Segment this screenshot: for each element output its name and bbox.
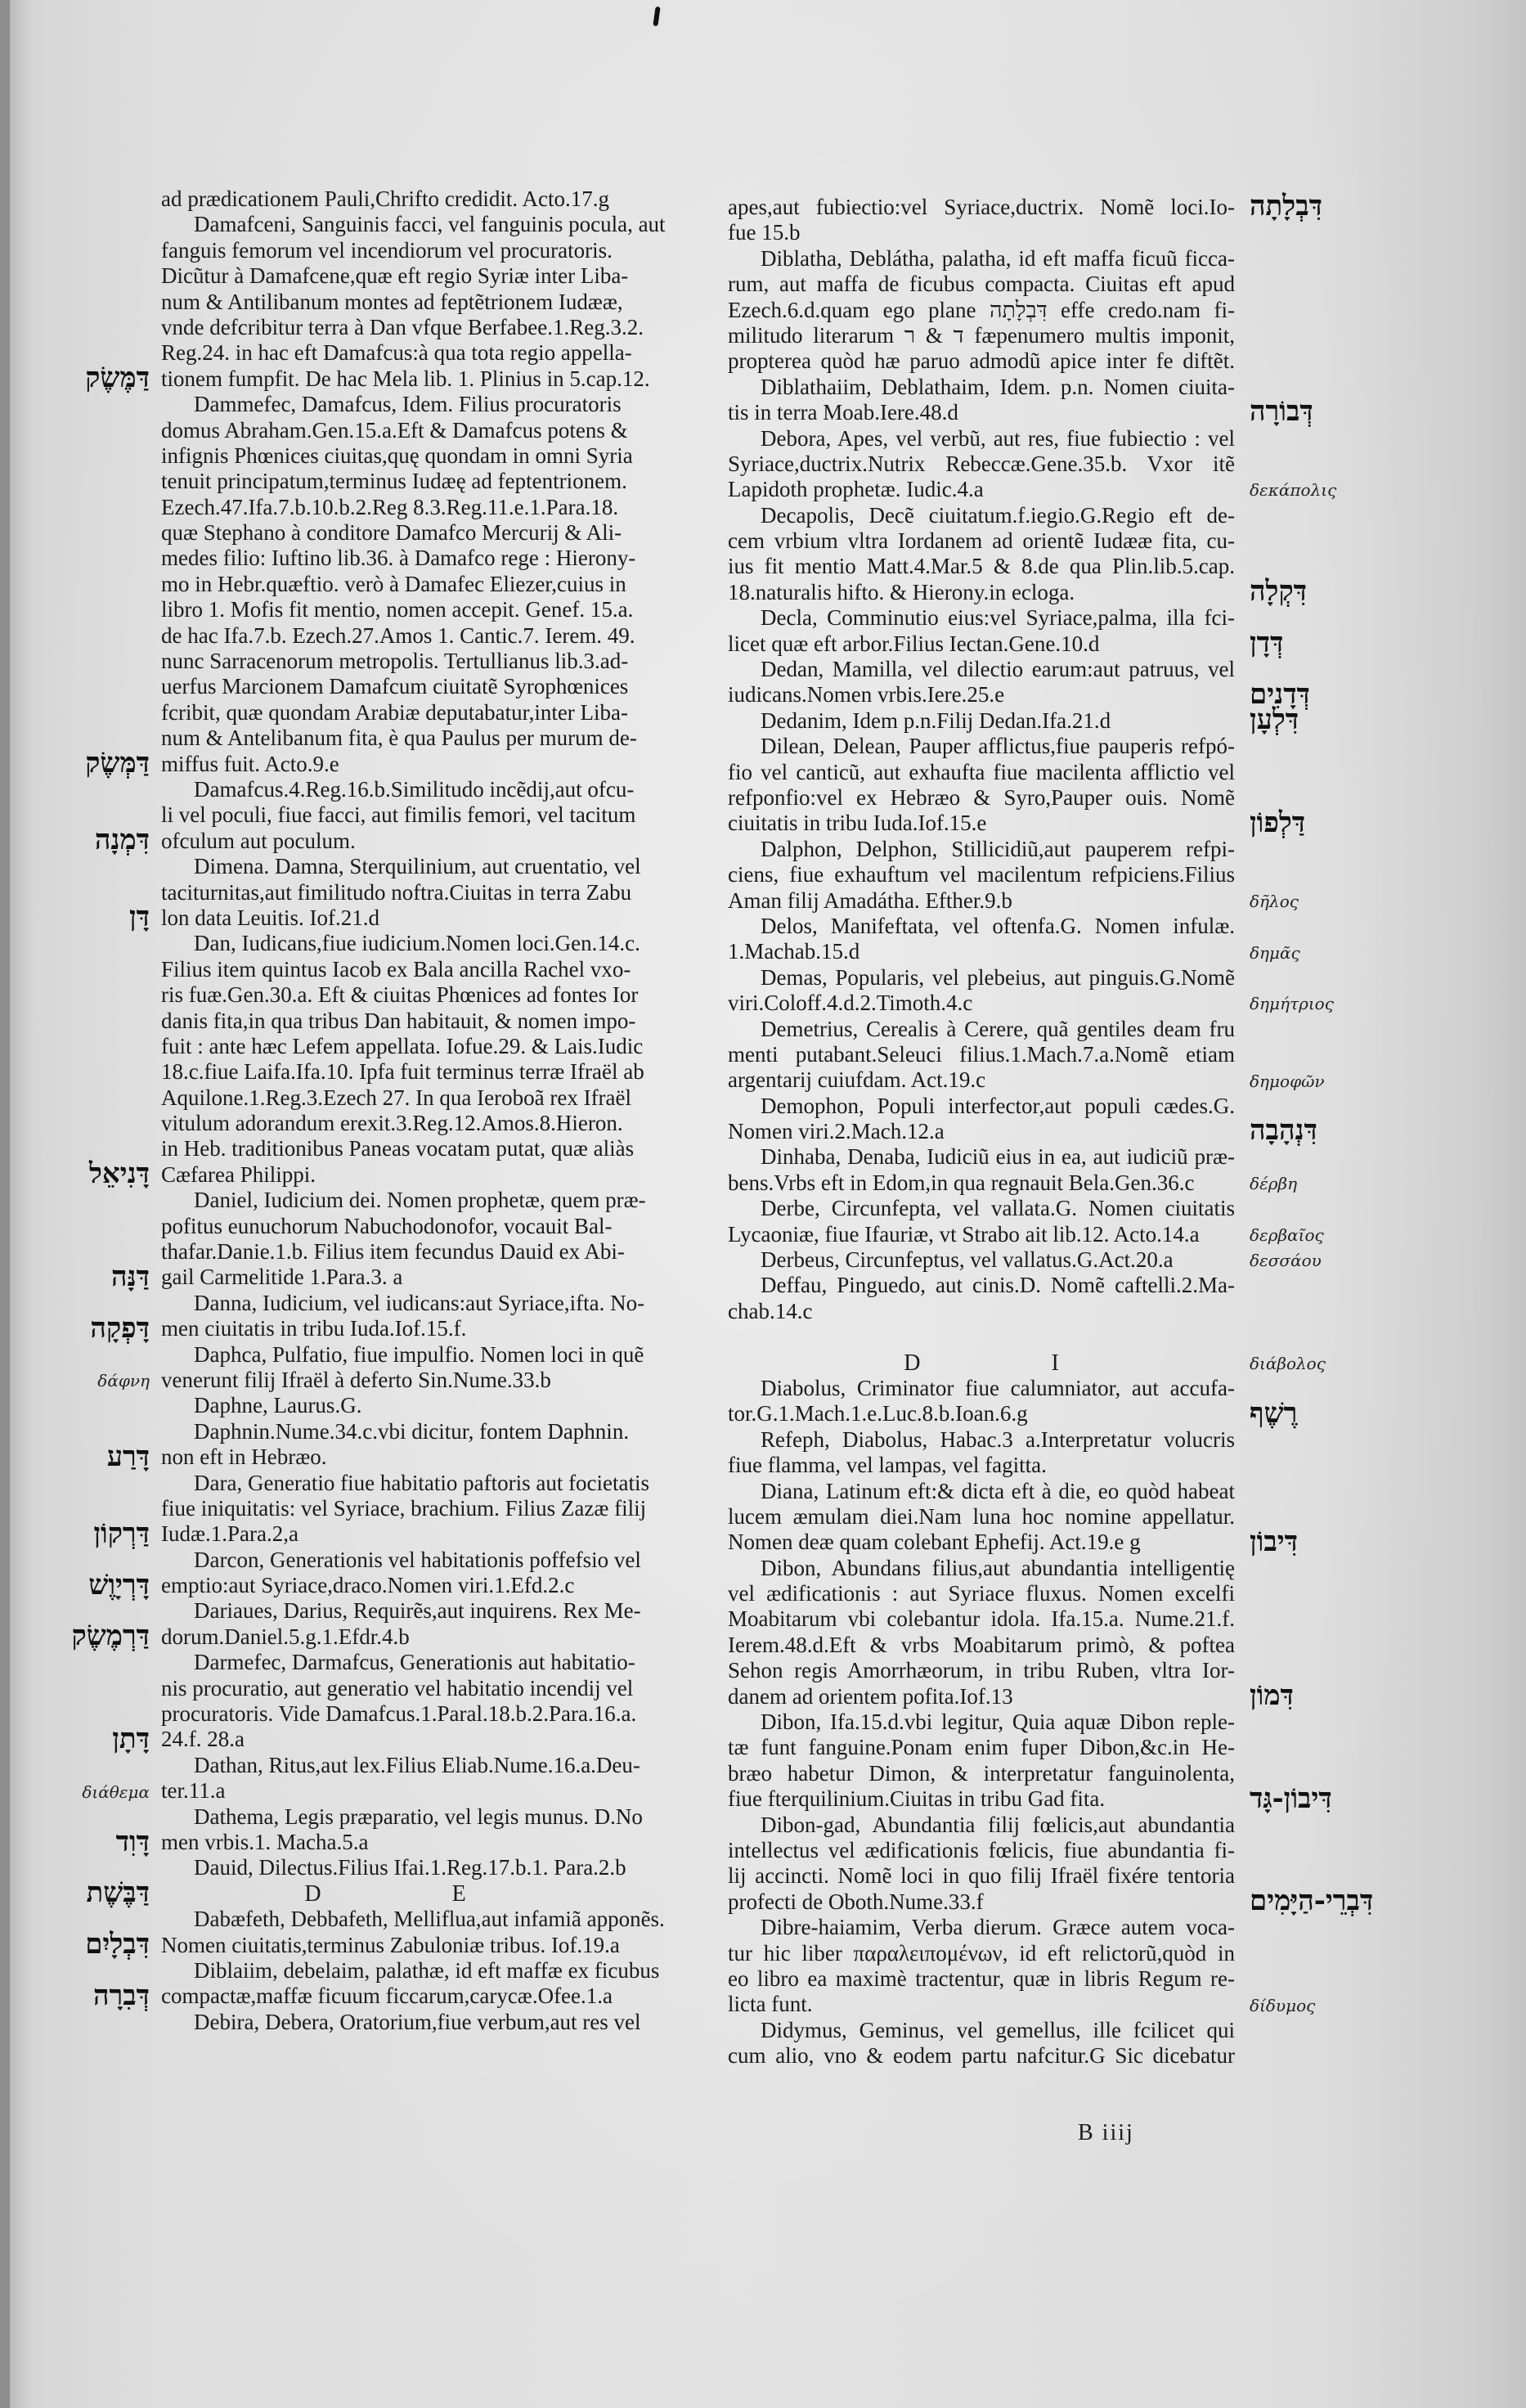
entry-text-line: vnde defcribitur terra à Dan vfque Berfabee.1.Reg.3.2. <box>161 314 644 339</box>
entry-headword-line: Damafceni, Sanguinis facci, vel fanguinis pocula, aut <box>194 212 666 237</box>
hebrew-margin-label: דַּמְּשֶׂק <box>85 746 150 779</box>
entry-headword-line: Daphne, Laurus.G. <box>194 1393 362 1418</box>
entry-headword-line: Decapolis, Decẽ ciuitatum.f.iegio.G.Regio eft de- <box>761 502 1235 528</box>
entry-text-line: tis in terra Moab.Iere.48.d <box>728 400 958 425</box>
entry-text-line: uerfus Marcionem Damafcum ciuitatẽ Syrophœnices <box>161 674 629 699</box>
entry-text-line: propterea quòd hæ paruo admodũ apice inter fe diftẽt. <box>728 348 1235 374</box>
entry-headword-line: Dathan, Ritus,aut lex.Filius Eliab.Nume.16.a.Deu- <box>194 1752 640 1777</box>
entry-headword-line: Diblatha, Deblátha, palatha, id eft maffa ficuũ ficca- <box>761 245 1235 271</box>
greek-margin-label: διάθεμα <box>82 1781 150 1802</box>
page-gutter-shadow <box>0 0 10 2408</box>
entry-text-line: danis fita,in qua tribus Dan habitauit, & nomen impo- <box>161 1008 636 1033</box>
section-letter: D <box>304 1880 321 1907</box>
greek-margin-label: δημοφῶν <box>1250 1071 1325 1091</box>
entry-headword-line: Dedan, Mamilla, vel dilectio earum:aut patruus, vel <box>761 657 1235 682</box>
greek-margin-label: δέρβη <box>1250 1174 1298 1194</box>
entry-headword-line: Daphca, Pulfatio, fiue impulfio. Nomen loci in quẽ <box>194 1341 644 1367</box>
section-letter: I <box>1051 1350 1059 1376</box>
entry-text-line: fcribit, quæ quondam Arabiæ deputabatur,inter Liba- <box>161 699 629 725</box>
entry-text-line: bræo habetur Dimon, & interpretatur fanguinolenta, <box>728 1760 1235 1786</box>
greek-margin-label: δημήτριος <box>1250 994 1334 1014</box>
signature-mark: B iiij <box>1078 2120 1134 2145</box>
entry-headword-line: Dammefec, Damafcus, Idem. Filius procuratoris <box>194 392 622 417</box>
entry-text-line: mo in Hebr.quæftio. verò à Damafec Eliezer,cuius in <box>161 571 626 596</box>
entry-headword-line: Dan, Iudicans,fiue iudicium.Nomen loci.Gen.14.c. <box>194 931 640 956</box>
entry-text-line: fiue iniquitatis: vel Syriace, brachium. Filius Zazæ filij <box>161 1495 647 1521</box>
entry-headword-line: Dinhaba, Denaba, Iudiciũ eius in ea, aut iudiciũ præ- <box>761 1144 1235 1170</box>
greek-margin-label: δίδυμος <box>1250 1996 1316 2015</box>
entry-text-line: refponfio:vel ex Hebræo & Syro,Pauper ouis. Nomẽ <box>728 784 1235 810</box>
entry-headword-line: Dara, Generatio fiue habitatio paftoris aut focietatis <box>194 1470 650 1495</box>
entry-text-line: Ezech.6.d.quam ego plane דִּבְלָתָה effe credo.nam fi- <box>728 297 1236 322</box>
entry-text-line: danem ad orientem pofita.Iof.13 <box>728 1683 1013 1709</box>
greek-margin-label: δῆλος <box>1250 891 1299 911</box>
greek-margin-label: διάβολος <box>1250 1354 1326 1373</box>
hebrew-margin-label: דִּלְעָן <box>1250 703 1299 736</box>
entry-headword-line: Debora, Apes, vel verbũ, aut res, fiue fubiectio : vel <box>761 425 1235 451</box>
entry-text-line: de hac Ifa.7.b. Ezech.27.Amos 1. Cantic.7. Ierem. 49. <box>161 622 635 648</box>
entry-text-line: fuit : ante hæc Lefem appellata. Iofue.29. & Lais.Iudic <box>161 1033 644 1058</box>
hebrew-margin-label: דְּדָן <box>1250 626 1284 659</box>
hebrew-margin-label: דַּלְפוֹן <box>1250 806 1306 839</box>
entry-text-line: Dicũtur à Damafcene,quæ eft regio Syriæ inter Liba- <box>161 263 629 289</box>
left-column <box>161 186 666 2035</box>
entry-headword-line: Dariaues, Darius, Requirẽs,aut inquirens. Rex Me- <box>194 1598 641 1624</box>
hebrew-margin-label: דַּמֶּשֶׂק <box>85 361 150 394</box>
hebrew-margin-label: דִּקְלָה <box>1250 575 1308 608</box>
entry-text-line: licta funt. <box>728 1992 813 2017</box>
entry-headword-line: Demas, Popularis, vel plebeius, aut pinguis.G.Nomẽ <box>761 964 1235 990</box>
entry-text-line: ius fit mentio Matt.4.Mar.5 & 8.de qua Plin.lib.5.cap. <box>728 554 1235 579</box>
entry-text-line: miffus fuit. Acto.9.e <box>161 751 339 776</box>
hebrew-margin-label: דַּנָּה <box>111 1260 150 1293</box>
entry-text-line: emptio:aut Syriace,draco.Nomen viri.1.Efd.2.c <box>161 1573 575 1598</box>
entry-headword-line: Demophon, Populi interfector,aut populi cædes.G. <box>761 1093 1235 1118</box>
entry-text-line: men vrbis.1. Macha.5.a <box>161 1830 369 1854</box>
hebrew-margin-label: רֶשֶׁף <box>1250 1396 1298 1430</box>
entry-text-line: iudicans.Nomen vrbis.Iere.25.e <box>728 682 1005 708</box>
entry-text-line: vitulum adorandum erexit.3.Reg.12.Amos.8.Hieron. <box>161 1111 623 1136</box>
entry-text-line: dorum.Daniel.5.g.1.Efdr.4.b <box>161 1624 410 1649</box>
entry-headword-line: Dalphon, Delphon, Stillicidiũ,aut pauperem refpi- <box>761 836 1235 861</box>
entry-headword-line: Dimena. Damna, Sterquilinium, aut cruentatio, vel <box>194 854 641 879</box>
entry-text-line: lij accincti. Nomẽ loci in quo filij Ifraël fixére tentoria <box>728 1863 1235 1889</box>
entry-text-line: num & Antilibanum montes ad feptẽtrionem Iudææ, <box>161 289 623 314</box>
hebrew-margin-label: דָּרַע <box>106 1440 150 1473</box>
entry-text-line: fiue flamma, vel lampas, vel fagitta. <box>728 1453 1047 1478</box>
entry-text-line: ofculum aut poculum. <box>161 828 356 853</box>
hebrew-margin-label: דִּבְרֵי-הַיָּמִים <box>1250 1885 1374 1918</box>
entry-text-line: 24.f. 28.a <box>161 1727 245 1752</box>
entry-text-line: Syriace,ductrix.Nutrix Rebeccæ.Gene.35.b. Vxor itẽ <box>728 451 1235 476</box>
hebrew-margin-label: דָּתָן <box>112 1723 150 1755</box>
entry-text-line: quæ Stephano à conditore Damafco Mercurij & Ali- <box>161 520 622 546</box>
entry-text-line: licet quæ eft arbor.Filius Iectan.Gene.10.d <box>728 631 1100 656</box>
entry-text-line: Lapidoth prophetæ. Iudic.4.a <box>728 477 984 502</box>
entry-text-line: 18.naturalis hifto. & Hierony.in ecloga. <box>728 579 1075 604</box>
hebrew-margin-label: דָּנִיאֵל <box>88 1157 150 1191</box>
greek-margin-label: δεκάπολις <box>1250 480 1337 501</box>
right-column <box>728 195 1235 2069</box>
section-letter: E <box>451 1880 466 1907</box>
entry-text-line: Ezech.47.Ifa.7.b.10.b.2.Reg 8.3.Reg.11.e.1.Para.18. <box>161 494 619 519</box>
entry-headword-line: Derbeus, Circunfeptus, vel vallatus.G.Act.20.a <box>761 1247 1174 1273</box>
entry-text-line: menti putabant.Seleuci filius.1.Mach.7.a.Nomẽ etiam <box>728 1041 1235 1067</box>
entry-text-line: infignis Phœnices ciuitas,quę quondam in omni Syria <box>161 443 633 468</box>
entry-text-line: 18.c.fiue Laifa.Ifa.10. Ipfa fuit terminus terræ Ifraël ab <box>161 1059 644 1085</box>
entry-text-line: nunc Sarracenorum metropolis. Tertullianus lib.3.ad- <box>161 649 629 674</box>
entry-headword-line: Dabæfeth, Debbafeth, Melliflua,aut infamiã apponẽs. <box>194 1907 665 1932</box>
entry-text-line: ciens, fiue exhauftum vel macilentum refpiciens.Filius <box>728 862 1235 887</box>
entry-text-line: militudo literarum ד & ר fæpenumero multis imponit, <box>728 322 1236 348</box>
entry-headword-line: Demetrius, Cerealis à Cerere, quã gentiles deam fru <box>761 1016 1235 1041</box>
greek-margin-label: δεσσάου <box>1250 1251 1322 1271</box>
entry-headword-line: Diana, Latinum eft:& dicta eft à die, eo quòd habeat <box>761 1478 1235 1503</box>
entry-headword-line: Dedanim, Idem p.n.Filij Dedan.Ifa.21.d <box>761 708 1111 733</box>
entry-text-line: gail Carmelitide 1.Para.3. a <box>161 1265 403 1290</box>
entry-text-line: Sehon regis Amorrhæorum, in tribu Ruben, vltra Ior- <box>728 1658 1235 1683</box>
entry-text-line: ciuitatis in tribu Iuda.Iof.15.e <box>728 811 987 836</box>
entry-text-line: nis procuratio, aut generatio vel habitatio incendij vel <box>161 1675 634 1700</box>
entry-headword-line: Diblathaiim, Deblathaim, Idem. p.n. Nomen ciuita- <box>761 374 1235 399</box>
entry-text-line: tæ funt fanguine.Ponam enim fuper Dibon,&c.in He- <box>728 1735 1235 1760</box>
hebrew-margin-label: דִּבְלָתָה <box>1250 190 1322 222</box>
entry-text-line: Filius item quintus Iacob ex Bala ancilla Rachel vxo- <box>161 956 631 982</box>
entry-text-line: non eft in Hebræo. <box>161 1444 327 1470</box>
entry-text-line: profecti de Oboth.Nume.33.f <box>728 1889 984 1914</box>
entry-text-line: Nomen deæ quam colebant Ephefij. Act.19.e g <box>728 1530 1141 1555</box>
greek-margin-label: δάφνη <box>97 1371 150 1391</box>
entry-text-line: Nomen ciuitatis,terminus Zabuloniæ tribus. Iof.19.a <box>161 1932 620 1957</box>
entry-text-line: tor.G.1.Mach.1.e.Luc.8.b.Ioan.6.g <box>728 1401 1028 1426</box>
entry-text-line: venerunt filij Ifraël à deferto Sin.Nume.33.b <box>161 1367 551 1392</box>
entry-text-line: fiue fterquilinium.Ciuitas in tribu Gad fita. <box>728 1786 1106 1812</box>
entry-text-line: tionem fumpfit. De hac Mela lib. 1. Plinius in 5.cap.12. <box>161 366 650 391</box>
entry-text-line: bens.Vrbs eft in Edom,in qua regnauit Bela.Gen.36.c <box>728 1170 1195 1195</box>
entry-text-line: Aman filij Amadátha. Efther.9.b <box>728 887 1012 913</box>
entry-text-line: taciturnitas,aut fimilitudo noftra.Ciuitas in terra Zabu <box>161 879 632 905</box>
entry-text-line: Lycaoniæ, fiue Ifauriæ, vt Strabo ait lib.12. Acto.14.a <box>728 1221 1200 1247</box>
greek-margin-label: δερβαῖος <box>1250 1225 1324 1245</box>
entry-text-line: li vel poculi, fiue facci, aut fimilis femori, vel tacitum <box>161 802 636 828</box>
entry-headword-line: Dibon, Abundans filius,aut abundantia intelligentię <box>761 1555 1235 1580</box>
entry-text-line: apes,aut fubiectio:vel Syriace,ductrix. Nomẽ loci.Io- <box>728 195 1235 219</box>
section-letter: D <box>904 1350 921 1376</box>
entry-headword-line: Dilean, Delean, Pauper afflictus,fiue pauperis refpó- <box>761 734 1235 759</box>
entry-headword-line: Dauid, Dilectus.Filius Ifai.1.Reg.17.b.1. Para.2.b <box>194 1855 626 1880</box>
hebrew-margin-label: דַּבֶּשֶׁת <box>86 1876 150 1910</box>
hebrew-margin-label: דַּרְקוֹן <box>93 1516 150 1550</box>
entry-text-line: domus Abraham.Gen.15.a.Eft & Damafcus potens & <box>161 417 628 443</box>
entry-headword-line: Dathema, Legis præparatio, vel legis munus. D.No <box>194 1804 643 1829</box>
blank-line <box>728 1324 1235 1350</box>
entry-text-line: fio vel canticũ, aut exhaufta fiue macilenta afflictio vel <box>728 759 1235 784</box>
entry-text-line: libro 1. Mofis fit mentio, nomen accepit. Genef. 15.a. <box>161 597 634 622</box>
entry-headword-line: Decla, Comminutio eius:vel Syriace,palma, illa fci- <box>761 605 1235 631</box>
hebrew-margin-label: דָּפְקָה <box>90 1311 150 1345</box>
greek-margin-label: δημᾶς <box>1250 942 1300 963</box>
hebrew-margin-label: דִּנְהָבָה <box>1250 1114 1317 1148</box>
section-heading <box>161 1881 609 1907</box>
entry-text-line: cem vrbium vltra Iordanem ad orientẽ Iudææ fita, cu- <box>728 528 1235 554</box>
entry-text-line: Ierem.48.d.Eft & vrbs Moabitarum primò, & poftea <box>728 1632 1235 1657</box>
entry-text-line: Cæfarea Philippi. <box>161 1161 316 1187</box>
entry-text-line: thafar.Danie.1.b. Filius item fecundus Dauid ex Abi- <box>161 1239 625 1265</box>
entry-headword-line: Diabolus, Criminator fiue calumniator, aut accufa- <box>761 1375 1235 1400</box>
entry-text-line: procuratoris. Vide Damafcus.1.Paral.18.b.2.Para.16.a. <box>161 1701 637 1727</box>
hebrew-margin-label: דָּן <box>128 901 150 934</box>
entry-text-line: Iudæ.1.Para.2,a <box>161 1521 298 1547</box>
entry-text-line: vel ædificationis : aut Syriace fluxus. Nomen excelfi <box>728 1581 1235 1606</box>
entry-headword-line: Darcon, Generationis vel habitationis poffefsio vel <box>194 1547 641 1572</box>
hebrew-margin-label: דִּיבוֹן-גָּד <box>1250 1781 1332 1815</box>
entry-text-line: Aquilone.1.Reg.3.Ezech 27. In qua Ieroboã rex Ifraël <box>161 1085 632 1110</box>
entry-text-line: pofitus eunuchorum Nabuchodonofor, vocauit Bal- <box>161 1213 613 1238</box>
entry-text-line: ris fuæ.Gen.30.a. Eft & ciuitas Phœnices ad fontes Ior <box>161 982 639 1008</box>
hebrew-margin-label: דַּרְמֶשֶׂק <box>71 1620 150 1653</box>
entry-headword-line: Dibon, Ifa.15.d.vbi legitur, Quia aquæ Dibon reple- <box>761 1709 1235 1735</box>
entry-text-line: Nomen viri.2.Mach.12.a <box>728 1119 945 1144</box>
entry-headword-line: Damafcus.4.Reg.16.b.Similitudo incẽdij,aut ofcu- <box>194 776 635 802</box>
entry-text-line: 1.Machab.15.d <box>728 939 860 964</box>
ink-blot <box>653 7 660 27</box>
entry-text-line: medes filio: Iuftino lib.36. à Damafco rege : Hierony- <box>161 546 636 571</box>
entry-text-line: Moabitarum vbi colebantur idola. Ifa.15.a. Nume.21.f. <box>728 1606 1235 1632</box>
entry-headword-line: Derbe, Circunfepta, vel vallata.G. Nomen ciuitatis <box>761 1196 1235 1221</box>
entry-text-line: viri.Coloff.4.d.2.Timoth.4.c <box>728 991 973 1016</box>
entry-text-line: cum alio, vno & eodem partu nafcitur.G Sic dicebatur <box>728 2043 1235 2069</box>
entry-headword-line: Delos, Manifeftata, vel oftenfa.G. Nomen infulæ. <box>761 913 1235 938</box>
entry-headword-line: Diblaiim, debelaim, palathæ, id eft maffæ ex ficubus <box>194 1957 660 1983</box>
entry-text-line: lon data Leuitis. Iof.21.d <box>161 905 379 930</box>
entry-text-line: tenuit principatum,terminus Iudæę ad feptentrionem. <box>161 469 627 494</box>
entry-text-line: men ciuitatis in tribu Iuda.Iof.15.f. <box>161 1316 467 1341</box>
entry-text-line: ter.11.a <box>161 1778 226 1804</box>
hebrew-margin-label: דָּרְיָוֶשׁ <box>88 1568 150 1602</box>
entry-text-line: ad prædicationem Pauli,Chrifto credidit. Acto.17.g <box>161 186 609 211</box>
entry-text-line: tur hic liber παραλειπομένων, id eft relictorũ,quòd in <box>728 1940 1235 1965</box>
entry-headword-line: Didymus, Geminus, vel gemellus, ille fcilicet qui <box>761 2017 1235 2042</box>
entry-headword-line: Deffau, Pinguedo, aut cinis.D. Nomẽ caftelli.2.Ma- <box>761 1273 1235 1298</box>
entry-text-line: rum, aut maffa de ficubus compacta. Ciuitas eft apud <box>728 272 1235 297</box>
hebrew-margin-label: דִּמוֹן <box>1250 1679 1294 1713</box>
entry-text-line: chab.14.c <box>728 1298 813 1323</box>
entry-text-line: argentarij cuiufdam. Act.19.c <box>728 1067 986 1093</box>
hebrew-margin-label: דִּבְלָיִם <box>85 1928 150 1961</box>
hebrew-margin-label: דִּיבוֹן <box>1250 1525 1299 1558</box>
entry-headword-line: Dibre-haiamim, Verba dierum. Græce autem voca- <box>761 1915 1235 1940</box>
entry-text-line: fue 15.b <box>728 220 801 245</box>
hebrew-margin-label: דָּוִד <box>115 1825 150 1858</box>
entry-headword-line: Daphnin.Nume.34.c.vbi dicitur, fontem Daphnin. <box>194 1418 630 1444</box>
hebrew-margin-label: דְּדָנִים <box>1250 677 1310 711</box>
entry-headword-line: Refeph, Diabolus, Habac.3 a.Interpretatur volucris <box>761 1426 1235 1452</box>
entry-text-line: intellectus vel ædificationis fœlicis, fiue abundantia fi- <box>728 1838 1235 1862</box>
entry-headword-line: Dibon-gad, Abundantia filij fœlicis,aut abundantia <box>761 1812 1235 1837</box>
entry-text-line: in Heb. traditionibus Paneas vocatam putat, quæ aliàs <box>161 1136 635 1161</box>
entry-text-line: fanguis femorum vel incendiorum vel procuratoris. <box>161 237 613 263</box>
entry-text-line: compactæ,maffæ ficuum ficcarum,carycæ.Ofee.1.a <box>161 1983 613 2009</box>
entry-headword-line: Daniel, Iudicium dei. Nomen prophetæ, quem præ- <box>194 1188 646 1213</box>
hebrew-margin-label: דִּמְנָה <box>94 824 150 856</box>
entry-text-line: num & Antelibanum fita, è qua Paulus per murum de- <box>161 726 637 751</box>
hebrew-margin-label: דְּבִרָה <box>93 1979 150 2012</box>
entry-text-line: eo libro ea maximè tractentur, quæ in libris Regum re- <box>728 1965 1235 1991</box>
entry-headword-line: Darmefec, Darmafcus, Generationis aut habitatio- <box>194 1650 635 1675</box>
entry-text-line: Reg.24. in hac eft Damafcus:à qua tota regio appella- <box>161 340 632 366</box>
entry-headword-line: Danna, Iudicium, vel iudicans:aut Syriace,ifta. No- <box>194 1290 645 1315</box>
hebrew-margin-label: דְּבוֹרָה <box>1250 395 1313 429</box>
section-heading <box>728 1350 1235 1376</box>
entry-headword-line: Debira, Debera, Oratorium,fiue verbum,aut res vel <box>194 2009 641 2034</box>
entry-text-line: lucem æmulam diei.Nam luna hoc nomine appellatur. <box>728 1503 1235 1529</box>
